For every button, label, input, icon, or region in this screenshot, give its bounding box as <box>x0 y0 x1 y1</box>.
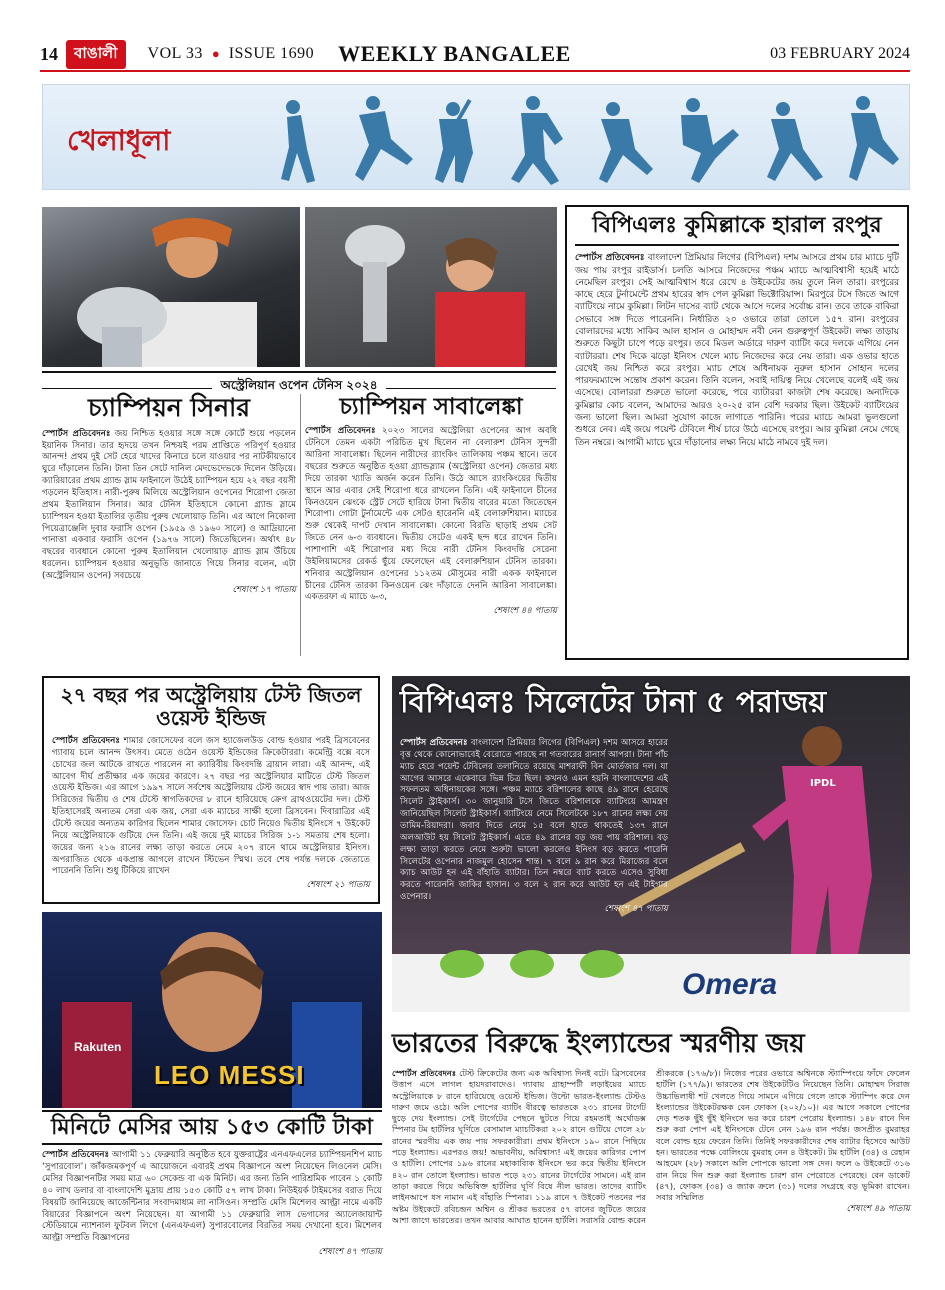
bpl-cumilla-body <box>575 252 899 449</box>
byline: স্পোর্টস প্রতিবেদনঃ <box>575 253 645 264</box>
sabalenka-trophy-photo <box>305 207 557 367</box>
england-india-body <box>392 1068 910 1226</box>
bpl-sylhet-body <box>400 738 668 916</box>
sports-section-banner <box>42 84 910 190</box>
messi-article <box>42 1110 382 1290</box>
messi-photo <box>42 912 382 1108</box>
sabalenka-jump: শেষাংশ ৪৪ পাতায় <box>493 606 557 617</box>
page-number: 14 <box>40 43 58 64</box>
rakuten-logo: Rakuten <box>74 1040 122 1054</box>
west-indies-body <box>52 736 370 878</box>
england-india-text: টেস্ট ক্রিকেটের জন্য এক অবিশ্বাস্য দিনই বটে। ব্রিসবেনের উত্তাপ এসে লাগল হায়দরাবাদেও। গ্যাবায় গ্রাহাম্পটী লড়াইয়ের ম্যাচে অস্ট্রেলিয়াকে ৮ রানে হারিয়েছে ওয়েস্ট ইন্ডিজ। উল্টো ভারত-ইংল্যান্ড টেস্টও দারুণ জমে ওঠে। অলি পোপের ব্যাটিং বীরত্বে ভারতকে ২৩১ রানের টার্গেট ছুড়ে দেয় ইংল্যান্ড। সেই টার্গেটের পেছনে ছুটতে গিয়ে রহমতাই অর্থোডক্স স্পিনার টম হার্টলির ঘূর্ণিতে বেসামাল ম্যাচটিকরা ২০২ রানে গুটিয়ে গেলে ২৮ রানের স্মরণীয় এক জয় পায় সফরকারীরা। প্রথম ইনিংসে ১৯০ রানে পিছিয়ে পড়ে ইংল্যান্ড। এরপরও জয়! অভাবনীয়, অবিশ্বাস্য! এই জয়ের কারিগর পোপ ও হার্টলি। পোপের ১৯৬ রানের মহাকাব্যিক ইনিংসে ভর করে দ্বিতীয় ইনিংসে ৪২০ রান তোলে ইংল্যান্ড। ভারত পড়ে ২৩১ রানের টার্গেটের সামনে। এই রান তাড়া করতে গিয়ে অভিষিক্ত হার্টলির ঘূর্ণি বিষে নীল ভারত। তাদের ব্যাটিং লাইনআপে ধস নামান এই বাঁহাতি স্পিনার। ১১৯ রানে ৭ উইকেট পতনের পর অষ্টম উইকেটে রবিচন্দ্রন অশ্বিন ও শ্রীকর ভরতের ৫৭ রানের জুটিতে জয়ের আশা জাগে ভারতের। তখন আবার আঘাত হানেন হার্টলি। সরাসরি বোল্ড করেন শ্রীকরকে (১৭৬/৮)। নিজের পরের ওভারে অশ্বিনকে স্ট্যাম্পিংয়ে ফাঁদে ফেলেন হার্টলি (১৭৭/৯)। ভারতের শেষ উইকেটটিও নিয়েছেন তিনি। মোহাম্মদ সিরাজ উচ্চাভিলাষী শট খেলতে গিয়ে সামনে এগিয়ে গেলে তাকে স্ট্যাম্পিং করে দেন ইংল্যান্ডের উইকেটরক্ষক বেন ফোকস (২০২/১০)। এর আগে সকালে পোপের দেড় শতক ছুঁই ছুঁই ইনিংসে ভর করে চারশ পেরোয় ইংল্যান্ড। ১৪৮ রানে দিন শুরু করা পোপ এই ইনিংসকে টেনে নেন ১৯৬ রান পর্যন্ত। জসপ্রীত বুমরাহর বলে বোল্ড হয়ে ফেরেন তিনি। তিনিই সফরকারীদের শেষ ব্যাটার হিসেবে আউট হন। ভারতের পক্ষে বোলিংয়ে বুমরাহ নেন ৪ উইকেট। টম হার্টলি (৩৪) ও রেহান আহমেদ (২৮) সকালে অলি পোপকে ভালো সঙ্গ দেন। ফলে ৬ উইকেটে ৩১৬ রান নিয়ে দিন শুরু করা ইংল্যান্ড চারশ রান পেরোতে পেরেছে। বেন ডাকেট (৪৭), ফোকস (৩৪) ও জ্যাক ক্রলে (৩১) দলের সংগ্রহে বড় ভূমিকা রাখেন। সবার সম্মিলিত <box>392 1067 910 1225</box>
masthead <box>40 38 910 72</box>
trophy-kiss-icon <box>305 207 557 367</box>
byline: স্পোর্টস প্রতিবেদনঃ <box>42 428 111 439</box>
sinner-headline: চ্যাম্পিয়ন সিনার <box>87 393 251 422</box>
byline: স্পোর্টস প্রতিবেদনঃ <box>52 736 120 746</box>
newspaper-title: WEEKLY BANGALEE <box>338 41 571 66</box>
sinner-text: জয় নিশ্চিত হওয়ার সঙ্গে সঙ্গে কোর্টে শুয়ে পড়লেন ইয়ানিক সিনার। তার হৃদয়ে তখন নিশ্চয়ই পরম প্রাপ্তিতে পরিপূর্ণ হওয়ার আনন্দ! প্রথম দুই সেট হেরে খাদের কিনারে চলে যাওয়ার পর নাটকীয়ভাবে ঘুরে দাঁড়ালেন তিনি। টানা তিন সেটে দানিল মেদভেদেভকে দিলেন উড়িয়ে। ক্যারিয়ারের প্রথম গ্র্যান্ড স্লাম ফাইনালে উঠেই চ্যাম্পিয়ন হয়ে ২২ বছর বয়সী গড়লেন ইতিহাস। নারী-পুরুষ মিলিয়ে অস্ট্রেলিয়ান ওপেনের শিরোপা জেতা প্রথম ইতালিয়ান সিনার। আর টেনিস ইতিহাসে কোনো গ্র্যান্ড স্লামে চ্যাম্পিয়ন হওয়া ইতালির তৃতীয় পুরুষ খেলোয়াড় তিনি। এর আগে নিকোলা পিয়েত্রাঞ্জেলি দুবার ফরাসি ওপেন (১৯৫৯ ও ১৯৬০ সালে) ও আদ্রিয়ানো পানাত্তা একবার ফরাসি ওপেন (১৯৭৬ সালে) জিতেছিলেন। অর্থাৎ ৪৮ বছরের ব্যবধানে কোনো পুরুষ ইতালিয়ান খেলোয়াড় গ্র্যান্ড স্লাম উঁচিয়ে ধরলেন। চ্যাম্পিয়ন হওয়ার অনুভূতি জানাতে গিয়ে সিনার বলেন, এটা (অস্ট্রেলিয়ান ওপেন) সবচেয়ে <box>42 428 296 582</box>
messi-headline: মিনিটে মেসির আয় ১৫৩ কোটি টাকা <box>42 1110 382 1145</box>
kicker-text: অস্ট্রেলিয়ান ওপেন টেনিস ২০২৪ <box>212 378 385 392</box>
england-india-article <box>392 1030 910 1290</box>
west-indies-jump: শেষাংশ ২১ পাতায় <box>306 880 370 891</box>
messi-text: আগামী ১১ ফেব্রুয়ারি অনুষ্ঠিত হবে যুক্তরাষ্ট্রের এনএফএলের চ্যাম্পিয়নশিপ ম্যাচ ‘সুপারবোল’। জাঁকজমকপূর্ণ এ আয়োজনে এবারই প্রথম বিজ্ঞাপনে অংশ নিয়েছেন লিওনেল মেসি। মেসির বিজ্ঞাপনটির সময় মাত্র ৬০ সেকেন্ড বা এক মিনিট। এর জন্য তিনি পারিশ্রমিক পাবেন ১ কোটি ৪০ লাখ ডলার বা বাংলাদেশি মুদ্রায় প্রায় ১৫৩ কোটি ৫৭ লাখ টাকা। নিউইয়র্ক টাইমসের বরাত দিয়ে বিষয়টি জানিয়েছে আর্জেন্টিনার সংবাদমাধ্যম লা নাসিওন। সম্প্রতি মেসি মিশেলব আল্ট্রা নামে একটি বিয়ারের বিজ্ঞাপনে অংশ নিয়েছেন। যা আগামী ১১ ফেব্রুয়ারি লাস ভেগাসের অ্যালেজায়ান্ট স্টেডিয়ামে ন্যাশনাল ফুটবল লিগে (এনএফএল) সুপারবোলের বিরতির সময় দেখানো হবে। মিশেলব আল্ট্রা সম্প্রতি বিজ্ঞাপনের <box>42 1150 382 1244</box>
volume: VOL 33 <box>147 45 203 62</box>
sinner-jump: শেষাংশ ১৭ পাতায় <box>232 584 296 595</box>
jersey-logo: IPDL <box>810 778 836 789</box>
ao-kicker <box>42 371 556 392</box>
athlete-silhouettes-icon <box>263 89 903 189</box>
west-indies-article <box>42 676 380 904</box>
byline: স্পোর্টস প্রতিবেদনঃ <box>42 1150 110 1161</box>
newspaper-logo: বাঙালী <box>66 40 126 69</box>
sabalenka-article <box>305 394 557 656</box>
sinner-article <box>42 394 296 656</box>
sinner-body <box>42 429 296 583</box>
column-divider <box>300 394 301 656</box>
messi-body <box>42 1150 382 1245</box>
trophy-icon <box>42 207 300 367</box>
west-indies-text: শামার জোসেফের বলে জস হ্যাজেলউড বোল্ড হওয়ার পরই ব্রিসবেনের গ্যাবায় চলে আনন্দ উৎসব। মেতে ওঠেন ওয়েস্ট ইন্ডিজের ক্রিকেটাররা। কমেন্ট্রি বক্সে বসে চোখের জল আটকে রাখতে পারলেন না ক্যারিবীয় কিংবদন্তি ব্রায়ান লারা। এই আনন্দ, এই আবেগ দীর্ঘ প্রতীক্ষার এক জয়ের কারণে। ২৭ বছর পর অস্ট্রেলিয়ার মাটিতে টেস্ট জিতল ওয়েস্ট ইন্ডিজ। এর আগে ১৯৯৭ সালে সর্বশেষ অস্ট্রেলিয়ায় টেস্ট জয়ের স্বাদ পায় তারা। আজ সিরিজের দ্বিতীয় ও শেষ টেস্টে স্বাগতিকদের ৮ রানে হারিয়েছে ক্রেগ ব্রাথওয়েটের দল। টেস্ট ইতিহাসেরই অন্যতম সেরা এক জয়, সেরা এক ম্যাচের সাক্ষী হলো ব্রিসবেন। দিবারাত্রির এই টেস্টে জয়ের অন্যতম কারিগর ছিলেন শামার জোসেফ। চোট নিয়েও দ্বিতীয় ইনিংসে ৭ উইকেট নিয়ে অস্ট্রেলিয়াকে গুটিয়ে দেন তিনি। এই জয়ে দুই ম্যাচের সিরিজ ১-১ সমতায় শেষ হলো। জয়ের জন্য ২১৬ রানের লক্ষ্য তাড়া করতে নেমে ২০৭ রানে থামে অস্ট্রেলিয়ার ইনিংস। অপরাজিত থেকে একপ্রান্ত আগলে রাখেন স্টিভেন স্মিথ। তবে শেষ পর্যন্ত দলকে জেতাতে পারেননি তিনি। শুধু টিকিয়ে রাখেন <box>52 736 371 877</box>
bpl-sylhet-text: বাংলাদেশ প্রিমিয়ার লিগের (বিপিএল) দশম আসরে হারের বৃত্ত থেকে কোনোভাবেই বেরোতে পারছে না গতবারের রানার্স আপরা। টানা পাঁচ ম্যাচ হেরে পয়েন্ট টেবিলের তলানিতে রয়েছে মাশরাফী বিন মোর্তজার দল। যা আগের আসরে একেবারে ভিন্ন চিত্র ছিল। কখনও এমন হয়নি বাংলাদেশের এই সফলতম অধিনায়কের সঙ্গে। পঞ্চম ম্যাচে বরিশালের কাছে ৪৯ রানে হেরেছে সিলেট স্ট্রাইকার্স। ৩০ জানুয়ারি টসে জিতে বরিশালকে ব্যাটিংয়ে আমন্ত্রণ জানিয়েছিল সিলেট স্ট্রাইকার্স। ব্যাটিংয়ে নেমে সিলেটকে ১৮৭ রানের লক্ষ্য দেয় তামিম-রিয়াদরা। জবাব দিতে নেমে ১৫ বলে হাতে থাকতেই ১৩৭ রানে অলআউট হয় সিলেট স্ট্রাইকার্স। এতে ৪৯ রানের বড় জয় পায় বরিশাল। বড় লক্ষ্য তাড়া করতে নেমে শুরুটা ভালো করলেও ইনিংস বড় করতে পারেনি সিলেটের ওপেনার নাজমুল হোসেন শান্ত। ৭ বলে ৯ রান করে মিরাজের বলে ক্যাচ আউট হন এই বাঁহাতি ব্যাটার। তিন নম্বরে ব্যাট করতে এসেও সুবিধা করতে পারেননি জাকির হাসান। ৩ বলে ২ রান করে আউট হন এই টাইগার ওপেনার। <box>400 738 668 903</box>
bpl-cumilla-headline: বিপিএলঃ কুমিল্লাকে হারাল রংপুর <box>575 213 899 246</box>
west-indies-headline: ২৭ বছর পর অস্ট্রেলিয়ায় টেস্ট জিতল ওয়েস্ট ইন্ডিজ <box>60 683 362 730</box>
bpl-sylhet-article <box>392 676 910 1012</box>
byline: স্পোর্টস প্রতিবেদনঃ <box>400 738 468 748</box>
issue: ISSUE 1690 <box>228 45 315 62</box>
byline: স্পোর্টস প্রতিবেদনঃ <box>305 426 376 437</box>
byline: স্পোর্টস প্রতিবেদনঃ <box>392 1067 457 1078</box>
section-label: খেলাধূলা <box>67 124 171 157</box>
bpl-cumilla-article <box>565 205 909 660</box>
issue-date: 03 FEBRUARY 2024 <box>770 45 910 62</box>
bpl-cumilla-text: বাংলাদেশ প্রিমিয়ার লিগের (বিপিএল) দশম আসরে প্রথম চার ম্যাচে দুটি জয় পায় রংপুর রাইডার্স। চলতি আসরে নিজেদের পঞ্চম ম্যাচে আত্মবিশ্বাসী হয়েই মাঠে নেমেছিল রংপুর। সেই আত্মবিশ্বাস ধরে রেখে ৪ উইকেটের জয় তুলে নিল তারা। রংপুরের কাছে হেরে টুর্নামেন্টে প্রথম হারের স্বাদ পেল কুমিল্লা ভিক্টোরিয়ান্স। মিরপুরে টসে জিতে আগে ব্যাটিংয়ে নামে কুমিল্লা। লিটন দাসের ব্যাট থেকে আসে দলের সর্বোচ্চ রান। তবে তাকে বাকিরা সেভাবে সঙ্গ দিতে পারেননি। নির্ধারিত ২০ ওভারে তারা তোলে ১৫৭ রান। রংপুরের বোলারদের মধ্যে সাকিব আল হাসান ও মোহাম্মদ নবী নেন গুরুত্বপূর্ণ উইকেট। লক্ষ্য তাড়ায় শুরুতে কিছুটা চাপে পড়ে রংপুর। তবে মিডল অর্ডারে দারুণ ব্যাটিং করে দলকে এগিয়ে নেন ব্যাটাররা। শেষ দিকে ঝড়ো ইনিংস খেলে ম্যাচ নিজেদের করে নেয় তারা। এক ওভার হাতে রেখেই জয় নিশ্চিত করে রংপুর। ম্যাচ শেষে অধিনায়ক নুরুল হাসান সোহান দলের পারফরম্যান্সে সন্তোষ প্রকাশ করেন। তিনি বলেন, সবাই দায়িত্ব নিয়ে খেলেছে বলেই এই জয় এসেছে। বোলাররা শুরুতে ভালো করেছে, পরে ব্যাটাররা কাজটা শেষ করেছে। অন্যদিকে কুমিল্লার কোচ বলেন, আমাদের আরও ২০-২৫ রান বেশি দরকার ছিল। উইকেট ব্যাটিংয়ের জন্য ভালো ছিল। আমরা সুযোগ কাজে লাগাতে পারিনি। পরের ম্যাচে আমরা ভুলগুলো শুধরে নেব। এই জয়ে পয়েন্ট টেবিলে শীর্ষ চারে উঠে এসেছে রংপুর। আর কুমিল্লা নেমে গেছে তিন নম্বরে। আগামী ম্যাচে ঘুরে দাঁড়ানোর লক্ষ্য নিয়ে মাঠে নামবে দুই দল। <box>575 253 900 448</box>
separator-dot-icon: ● <box>211 46 220 61</box>
sabalenka-headline: চ্যাম্পিয়ন সাবালেঙ্কা <box>339 394 523 420</box>
sabalenka-body <box>305 426 557 604</box>
omera-advert: Omera <box>682 968 778 1001</box>
england-india-headline: ভারতের বিরুদ্ধে ইংল্যান্ডের স্মরণীয় জয় <box>392 1029 805 1059</box>
england-india-jump: শেষাংশ ৪৯ পাতায় <box>846 1203 910 1214</box>
sinner-trophy-photo <box>42 207 300 367</box>
leo-messi-text: LEO MESSI <box>154 1060 305 1090</box>
sabalenka-text: ২০২৩ সালের অস্ট্রেলিয়া ওপেনের আগ অবধি টেনিসে তেমন একটা পরিচিত মুখ ছিলেন না বেলারুশ টেনিস সুন্দরী আরিনা সাবালেঙ্কা। ছিলেন নারীদের র‍্যাংকিং তালিকায় পঞ্চম স্থানে। তবে বছরের শুরুতে অনুষ্ঠিত হওয়া গ্র্যান্ডস্ল্যাম (অস্ট্রেলিয়া ওপেন) জেতার মধ্য দিয়ে তারকা খ্যাতি অর্জন করেন তিনি। উঠে আসে র‍্যাংকিংয়ের দ্বিতীয় স্থানে আর এবার সেই শিরোপা ধরে রাখলেন তিনি। এই ফাইনালে চীনের কিনওয়েন ঝেংকে স্ট্রেট সেটে হারিয়ে টানা দ্বিতীয় বারের মতো জিতেছেন শিরোপা। গোটা টুর্নামেন্টে এক সেটও হারেননি এই বেলারুশিয়ান। ম্যাচের শুরু থেকেই দাপট দেখান সাবালেঙ্কা। কোনো বিরতি ছাড়াই প্রথম সেট জিতে নেন ৬-৩ ব্যবধানে। দ্বিতীয় সেটেও একই ছন্দ ধরে রাখেন তিনি। পাশাপাশি এই শিরোপার মধ্য দিয়ে নারী টেনিস কিংবদন্তি সেরেনা উইলিয়ামসের রেকর্ড ছুঁয়ে ফেলেছেন এই বেলারুশিয়ান টেনিস তারকা। শনিবার অস্ট্রেলিয়ান ওপেনের ১১২তম মৌসুমের নারী একক ফাইনালে চীনের টেনিস তারকা কিনওয়েন ঝেং দাঁড়াতে দেননি আরিনা সাবালেঙ্কা। একতরফা এ ম্যাচে ৬-৩, <box>305 426 557 603</box>
messi-jump: শেষাংশ ৪৭ পাতায় <box>318 1247 382 1258</box>
bpl-sylhet-jump: শেষাংশ ৪৭ পাতায় <box>604 904 668 915</box>
bpl-sylhet-headline: বিপিএলঃ সিলেটের টানা ৫ পরাজয় <box>400 685 827 720</box>
